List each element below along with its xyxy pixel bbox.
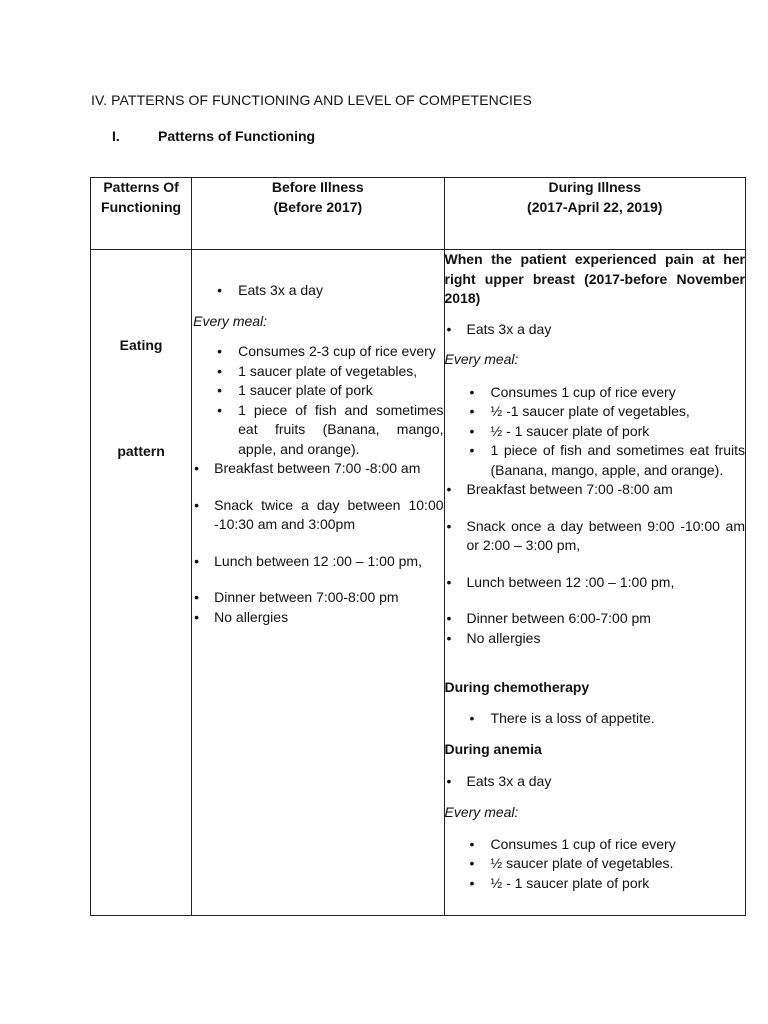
list-item: • ½ - 1 saucer plate of pork [445, 422, 745, 442]
subsection-number: I. [112, 128, 120, 144]
header-during-illness: During Illness (2017-April 22, 2019) [444, 178, 745, 250]
list-item: • ½ -1 saucer plate of vegetables, [445, 402, 745, 422]
list-item: • No allergies [445, 629, 745, 649]
patterns-table [90, 177, 746, 916]
during-chemo-list [445, 709, 745, 729]
before-every-meal: Every meal: [193, 312, 268, 329]
list-item: • Breakfast between 7:00 -8:00 am [445, 480, 745, 500]
before-eats-list [192, 281, 443, 301]
during-meal-list [445, 383, 745, 481]
during-every-meal: Every meal: [444, 351, 519, 367]
section-heading: IV. PATTERNS OF FUNCTIONING AND LEVEL OF COMPETENCIES [91, 92, 532, 108]
row-label-eating-pattern: Eating pattern [91, 250, 192, 916]
during-anemia-meal-list [445, 835, 745, 894]
during-anemia-eats-list [445, 772, 745, 792]
header-before-illness: Before Illness (Before 2017) [192, 178, 444, 250]
list-item: • Eats 3x a day [445, 772, 745, 792]
list-item: • No allergies [192, 608, 443, 628]
list-item: • Eats 3x a day [445, 320, 745, 340]
during-pain-heading: When the patient experienced pain at her right upper breast (2017-before November 2018) [444, 251, 745, 306]
during-anemia-heading: During anemia [444, 741, 542, 757]
list-item: • Consumes 1 cup of rice every [445, 383, 745, 403]
list-item: • 1 piece of fish and sometimes eat fruits (Banana, mango, apple, and orange). [192, 401, 443, 460]
subsection-heading [112, 128, 315, 144]
during-anemia-every-meal: Every meal: [444, 804, 519, 820]
list-item: • Snack once a day between 9:00 -10:00 am or 2:00 – 3:00 pm, [445, 517, 745, 556]
list-item: • Dinner between 6:00-7:00 pm [445, 609, 745, 629]
list-item: • Breakfast between 7:00 -8:00 am [192, 459, 443, 479]
before-meal-list [192, 342, 443, 459]
list-item: • ½ - 1 saucer plate of pork [445, 874, 745, 894]
table-row [91, 250, 746, 916]
subsection-text: Patterns of Functioning [158, 128, 316, 144]
list-item: • There is a loss of appetite. [445, 709, 745, 729]
header-patterns: Patterns Of Functioning [91, 178, 192, 250]
during-eats-list [445, 320, 745, 340]
list-item: • Dinner between 7:00-8:00 pm [192, 588, 443, 608]
list-item: • ½ saucer plate of vegetables. [445, 854, 745, 874]
list-item: • Consumes 1 cup of rice every [445, 835, 745, 855]
list-item: • Lunch between 12 :00 – 1:00 pm, [445, 573, 745, 593]
list-item: • Lunch between 12 :00 – 1:00 pm, [192, 552, 443, 572]
before-illness-cell [192, 250, 444, 916]
list-item: • Consumes 2-3 cup of rice every [192, 342, 443, 362]
list-item: • Eats 3x a day [192, 281, 443, 301]
during-illness-cell [444, 250, 745, 916]
list-item: • 1 saucer plate of pork [192, 381, 443, 401]
table-header-row [91, 178, 746, 250]
before-schedule-list [192, 459, 443, 627]
list-item: • 1 piece of fish and sometimes eat fruits (Banana, mango, apple, and orange). [445, 441, 745, 480]
during-chemo-heading: During chemotherapy [444, 679, 590, 695]
list-item: • Snack twice a day between 10:00 -10:30 am and 3:00pm [192, 496, 443, 535]
during-schedule-list [445, 480, 745, 648]
list-item: • 1 saucer plate of vegetables, [192, 362, 443, 382]
